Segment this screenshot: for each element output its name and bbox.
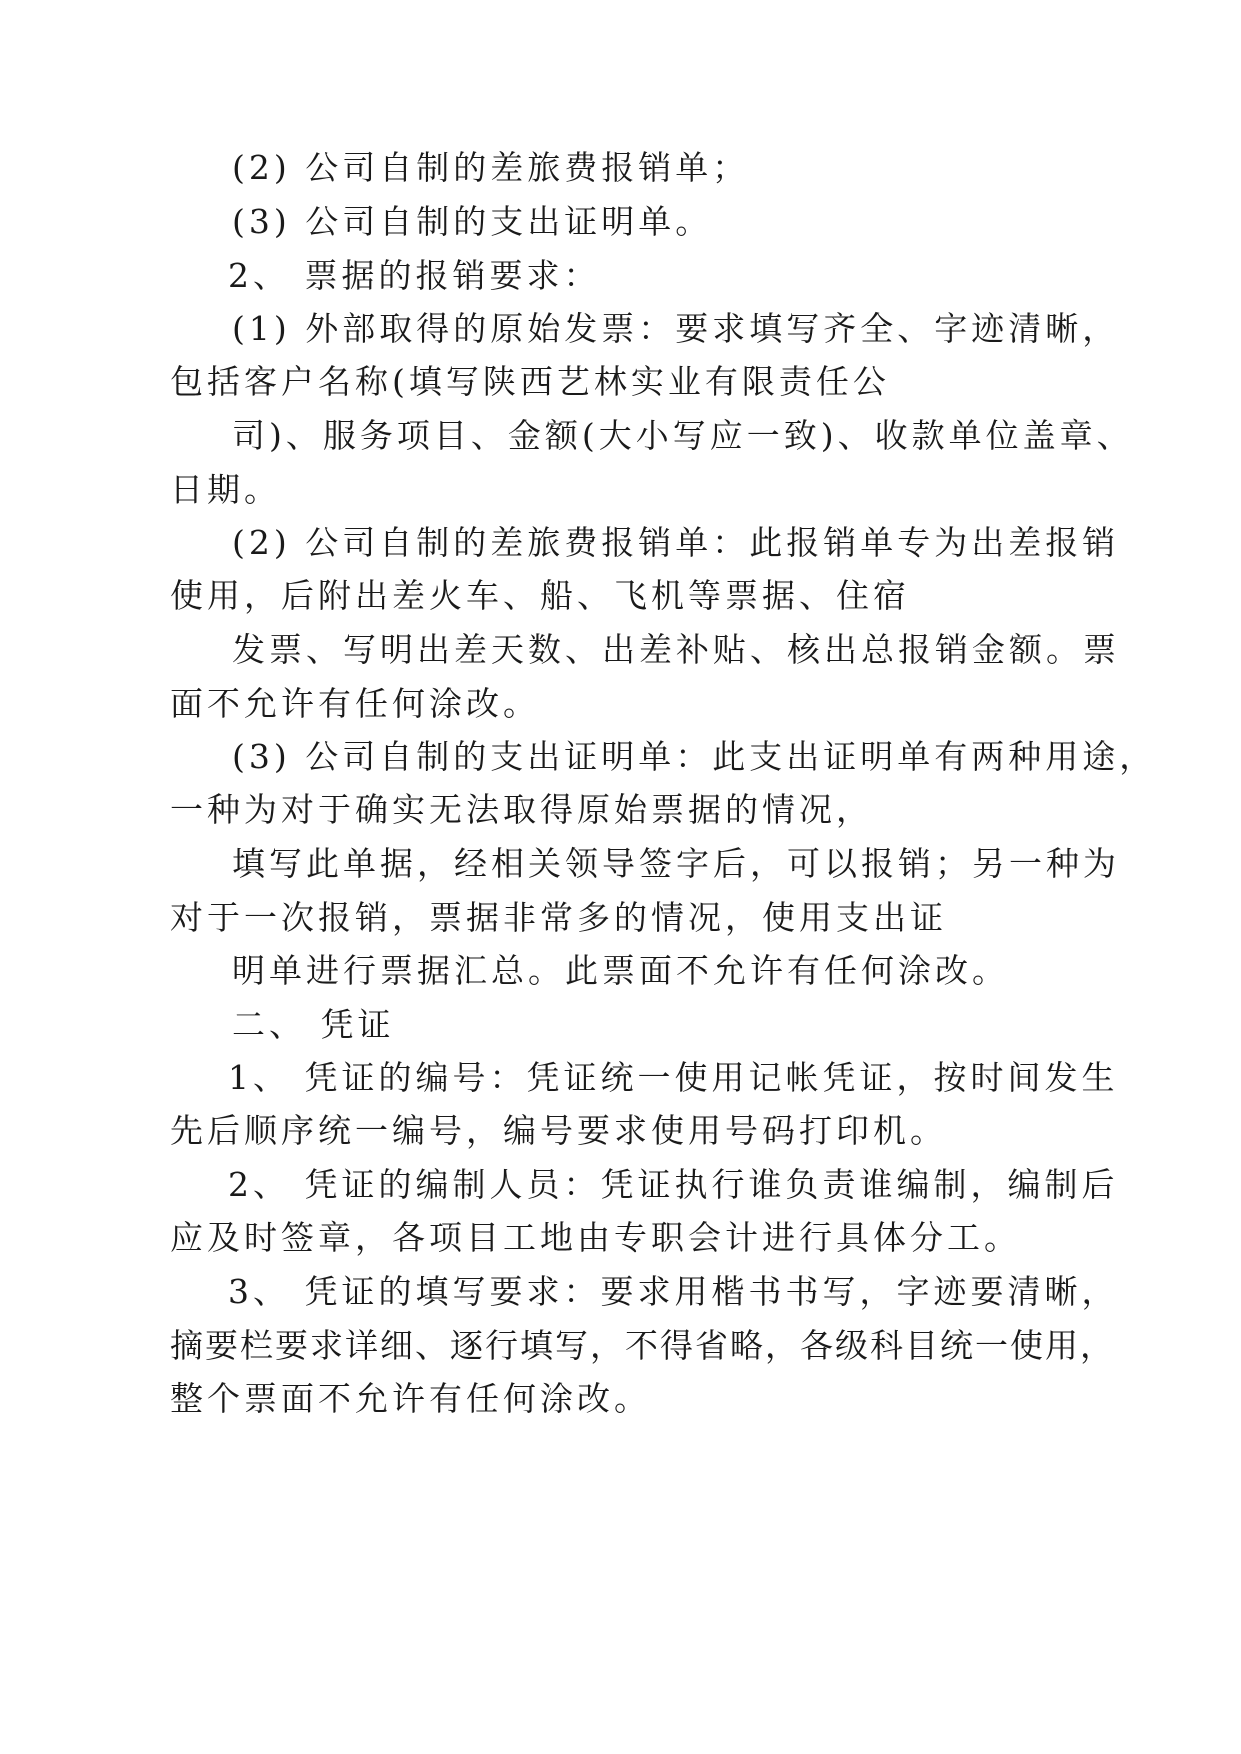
text-line: (1) 外部取得的原始发票：要求填写齐全、字迹清晰， (232, 309, 1120, 348)
text-line: 2、 票据的报销要求： (228, 256, 601, 295)
text-line: 整个票面不允许有任何涂改。 (170, 1379, 651, 1418)
text-line: 应及时签章，各项目工地由专职会计进行具体分工。 (170, 1218, 1021, 1257)
text-line: 3、 凭证的填写要求：要求用楷书书写，字迹要清晰， (228, 1272, 1119, 1311)
text-line: (2) 公司自制的差旅费报销单； (232, 148, 750, 187)
text-line: 摘要栏要求详细、逐行填写，不得省略，各级科目统一使用， (170, 1326, 1115, 1365)
text-line: 一种为对于确实无法取得原始票据的情况， (170, 790, 873, 829)
section-heading: 二、 凭证 (232, 1005, 395, 1044)
text-line: 明单进行票据汇总。此票面不允许有任何涂改。 (232, 951, 1009, 990)
text-line: 发票、写明出差天数、出差补贴、核出总报销金额。票 (232, 630, 1120, 669)
text-line: 填写此单据，经相关领导签字后，可以报销；另一种为 (232, 844, 1120, 883)
text-line: 面不允许有任何涂改。 (170, 684, 540, 723)
text-line: 日期。 (170, 470, 281, 509)
text-line: 司)、服务项目、金额(大小写应一致)、收款单位盖章、 (232, 416, 1134, 455)
text-line: (3) 公司自制的支出证明单。 (232, 202, 713, 241)
text-line: 对于一次报销，票据非常多的情况，使用支出证 (170, 898, 947, 937)
text-line: (2) 公司自制的差旅费报销单：此报销单专为出差报销 (232, 523, 1120, 562)
text-line: 包括客户名称(填写陕西艺林实业有限责任公 (170, 362, 890, 401)
text-line: 2、 凭证的编制人员：凭证执行谁负责谁编制，编制后 (228, 1165, 1119, 1204)
text-line: 1、 凭证的编号：凭证统一使用记帐凭证，按时间发生 (228, 1058, 1119, 1097)
text-line: 使用，后附出差火车、船、飞机等票据、住宿 (170, 576, 910, 615)
text-line: (3) 公司自制的支出证明单：此支出证明单有两种用途， (232, 737, 1157, 776)
text-line: 先后顺序统一编号，编号要求使用号码打印机。 (170, 1111, 947, 1150)
